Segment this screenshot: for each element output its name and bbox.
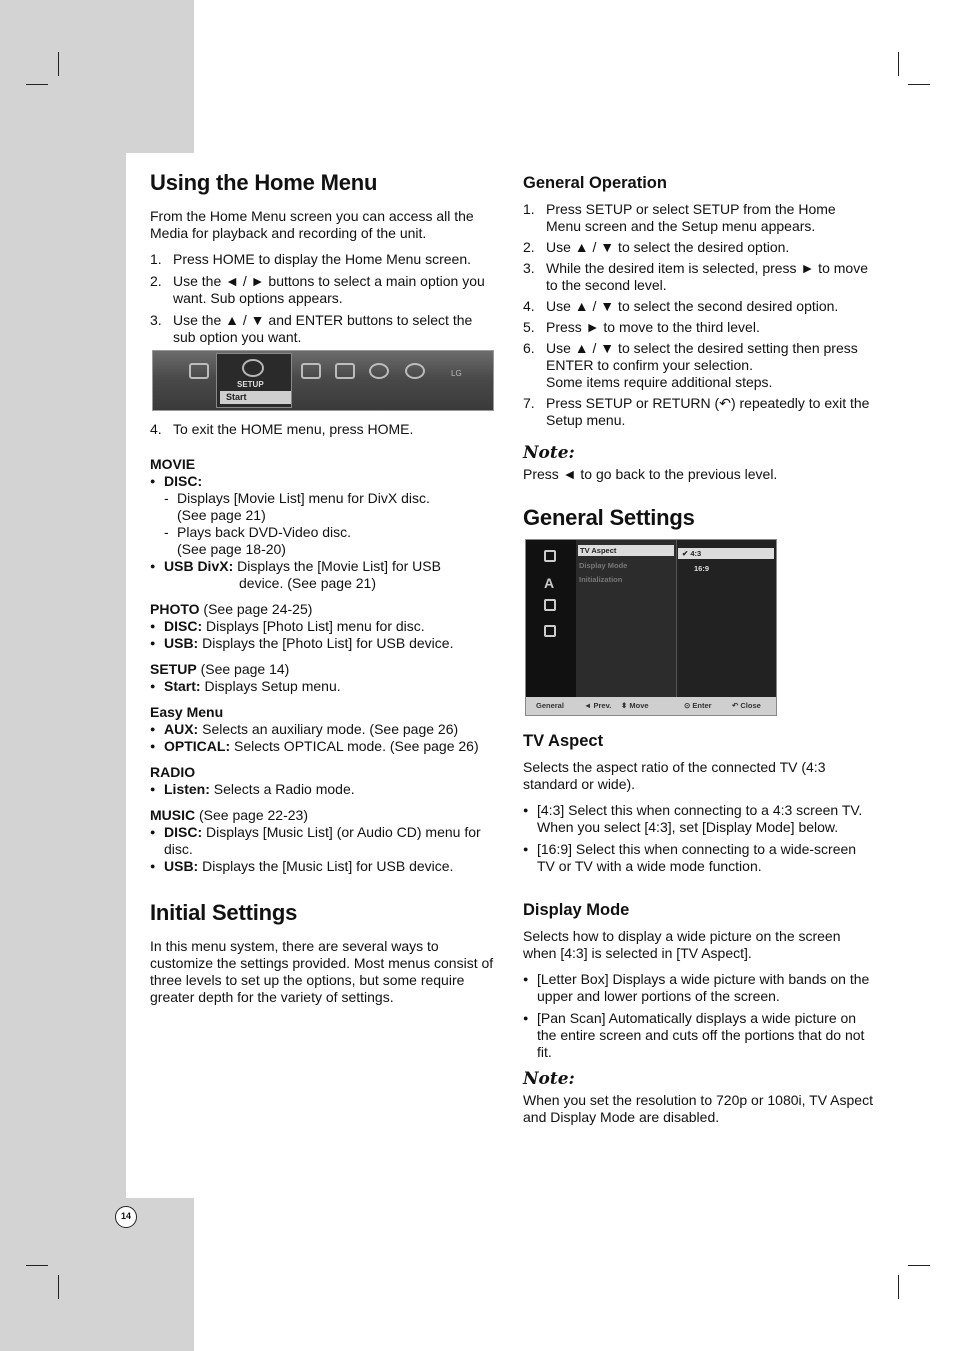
- easy-menu-heading: Easy Menu: [150, 704, 224, 720]
- movie-icon: [189, 363, 209, 379]
- photo-disc: ● DISC: Displays [Photo List] menu for disc.: [150, 618, 496, 635]
- lg-logo: LG: [451, 369, 462, 378]
- movie-usb-cont: device. (See page 21): [239, 575, 376, 591]
- step-item: 6. Use ▲ / ▼ to select the desired setting then press ENTER to confirm your selection. Some items require additional steps.: [523, 340, 858, 390]
- easy-optical: ● OPTICAL: Selects OPTICAL mode. (See page 26): [150, 738, 496, 755]
- movie-disc-line: - Plays back DVD-Video disc.: [150, 524, 496, 541]
- step-item: 3. Use the ▲ / ▼ and ENTER buttons to select the sub option you want.: [150, 312, 473, 345]
- setup-label: SETUP: [237, 380, 264, 389]
- initial-settings-title: Initial Settings: [150, 900, 298, 925]
- movie-disc: ● DISC:: [150, 473, 496, 490]
- home-menu-steps: [150, 251, 496, 346]
- movie-disc-line: (See page 21): [177, 507, 266, 523]
- tv-aspect-bullet: ● [16:9] Select this when connecting to a wide-screen TV or TV with a wide mode function.: [523, 841, 873, 875]
- margin-band-bottom: [0, 1198, 194, 1351]
- step-item: 7. Press SETUP or RETURN (↶) repeatedly to exit the Setup menu.: [523, 395, 870, 428]
- display-icon: [544, 550, 556, 562]
- option-4-3: ✔ 4:3: [678, 548, 774, 559]
- general-settings-title: General Settings: [523, 505, 695, 530]
- setup-heading: SETUP (See page 14): [150, 661, 290, 677]
- lock-icon: [544, 625, 556, 637]
- note-text: Press ◄ to go back to the previous level.: [523, 466, 778, 482]
- menu-item-tv-aspect: TV Aspect: [578, 545, 674, 556]
- crop-mark: [908, 1265, 930, 1266]
- movie-disc-line: - Displays [Movie List] menu for DivX disc.: [150, 490, 496, 507]
- crop-mark: [26, 1265, 48, 1266]
- movie-usb: ● USB DivX: Displays the [Movie List] for USB: [150, 558, 496, 575]
- home-menu-screenshot: [152, 350, 494, 411]
- home-menu-title: Using the Home Menu: [150, 170, 378, 195]
- display-mode-bullet: ● [Letter Box] Displays a wide picture with bands on the upper and lower portions of the screen.: [523, 971, 873, 1005]
- menu-item-display-mode: Display Mode: [579, 561, 628, 570]
- photo-icon: [335, 363, 355, 379]
- menu-item-initialization: Initialization: [579, 575, 623, 584]
- tv-aspect-text: Selects the aspect ratio of the connected TV (4:3 standard or wide).: [523, 759, 826, 792]
- crop-mark: [58, 52, 59, 76]
- tv-aspect-title: TV Aspect: [523, 732, 604, 750]
- home-menu-step4: [150, 421, 496, 438]
- option-pane: [676, 540, 776, 697]
- step-item: 1. Press SETUP or select SETUP from the Home Menu screen and the Setup menu appears.: [523, 201, 836, 234]
- music-disc-cont: disc.: [164, 841, 193, 857]
- radio-heading: RADIO: [150, 764, 196, 780]
- general-settings-screenshot: [525, 539, 777, 716]
- right-column: [523, 174, 873, 1126]
- screen-footer: General ◄ Prev. ⬍ Move ⊙ Enter ↶ Close: [526, 697, 776, 715]
- crop-mark: [26, 84, 48, 85]
- speaker-icon: [544, 599, 556, 611]
- display-mode-text: Selects how to display a wide picture on the screen when [4:3] is selected in [TV Aspect].: [523, 928, 841, 961]
- crop-mark: [58, 1275, 59, 1299]
- radio-listen: ● Listen: Selects a Radio mode.: [150, 781, 496, 798]
- movie-disc-line: (See page 18-20): [177, 541, 286, 557]
- music-heading: MUSIC (See page 22-23): [150, 807, 308, 823]
- general-operation-title: General Operation: [523, 174, 667, 192]
- movie-heading: MOVIE: [150, 456, 196, 472]
- star-icon: [301, 363, 321, 379]
- gear-icon: [242, 359, 264, 377]
- display-mode-title: Display Mode: [523, 901, 630, 919]
- step-item: 4. To exit the HOME menu, press HOME.: [150, 421, 414, 437]
- general-operation-steps: [523, 201, 873, 429]
- step-item: 4. Use ▲ / ▼ to select the second desired option.: [523, 298, 839, 314]
- language-icon: A: [544, 575, 555, 591]
- disc-icon: [369, 363, 389, 379]
- step-item: 2. Use ▲ / ▼ to select the desired option.: [523, 239, 790, 255]
- step-item: 3. While the desired item is selected, press ► to move to the second level.: [523, 260, 868, 293]
- music-usb: ● USB: Displays the [Music List] for USB device.: [150, 858, 496, 875]
- setup-start: ● Start: Displays Setup menu.: [150, 678, 496, 695]
- option-16-9: 16:9: [694, 564, 710, 573]
- margin-band-side: [0, 153, 126, 1198]
- note-title: Note:: [523, 1069, 575, 1089]
- crop-mark: [898, 52, 899, 76]
- photo-heading: PHOTO (See page 24-25): [150, 601, 313, 617]
- music-icon: [405, 363, 425, 379]
- note-text: When you set the resolution to 720p or 1080i, TV Aspect and Display Mode are disabled.: [523, 1092, 873, 1125]
- category-pane: [526, 540, 576, 697]
- crop-mark: [898, 1275, 899, 1299]
- easy-aux: ● AUX: Selects an auxiliary mode. (See page 26): [150, 721, 496, 738]
- step-item: 1. Press HOME to display the Home Menu screen.: [150, 251, 472, 267]
- left-column: [150, 170, 496, 1006]
- display-mode-bullet: ● [Pan Scan] Automatically displays a wide picture on the entire screen and cuts off the portions that do not fit.: [523, 1010, 873, 1061]
- page-number: 14: [115, 1206, 137, 1228]
- start-option: Start: [220, 391, 291, 404]
- home-menu-intro: From the Home Menu screen you can access all the Media for playback and recording of the unit.: [150, 208, 474, 241]
- photo-usb: ● USB: Displays the [Photo List] for USB device.: [150, 635, 496, 652]
- step-item: 2. Use the ◄ / ► buttons to select a main option you want. Sub options appears.: [150, 273, 485, 306]
- crop-mark: [908, 84, 930, 85]
- music-disc: ● DISC: Displays [Music List] (or Audio CD) menu for: [150, 824, 496, 841]
- margin-band-top: [0, 0, 194, 153]
- tv-aspect-bullet: ● [4:3] Select this when connecting to a 4:3 screen TV. When you select [4:3], set [Display Mode] below.: [523, 802, 873, 836]
- step-item: 5. Press ► to move to the third level.: [523, 319, 760, 335]
- initial-settings-text: In this menu system, there are several ways to customize the settings provided. Most menus consist of three levels to set up the options, but some require greater depth for the variety of settings.: [150, 938, 494, 1005]
- note-title: Note:: [523, 443, 575, 463]
